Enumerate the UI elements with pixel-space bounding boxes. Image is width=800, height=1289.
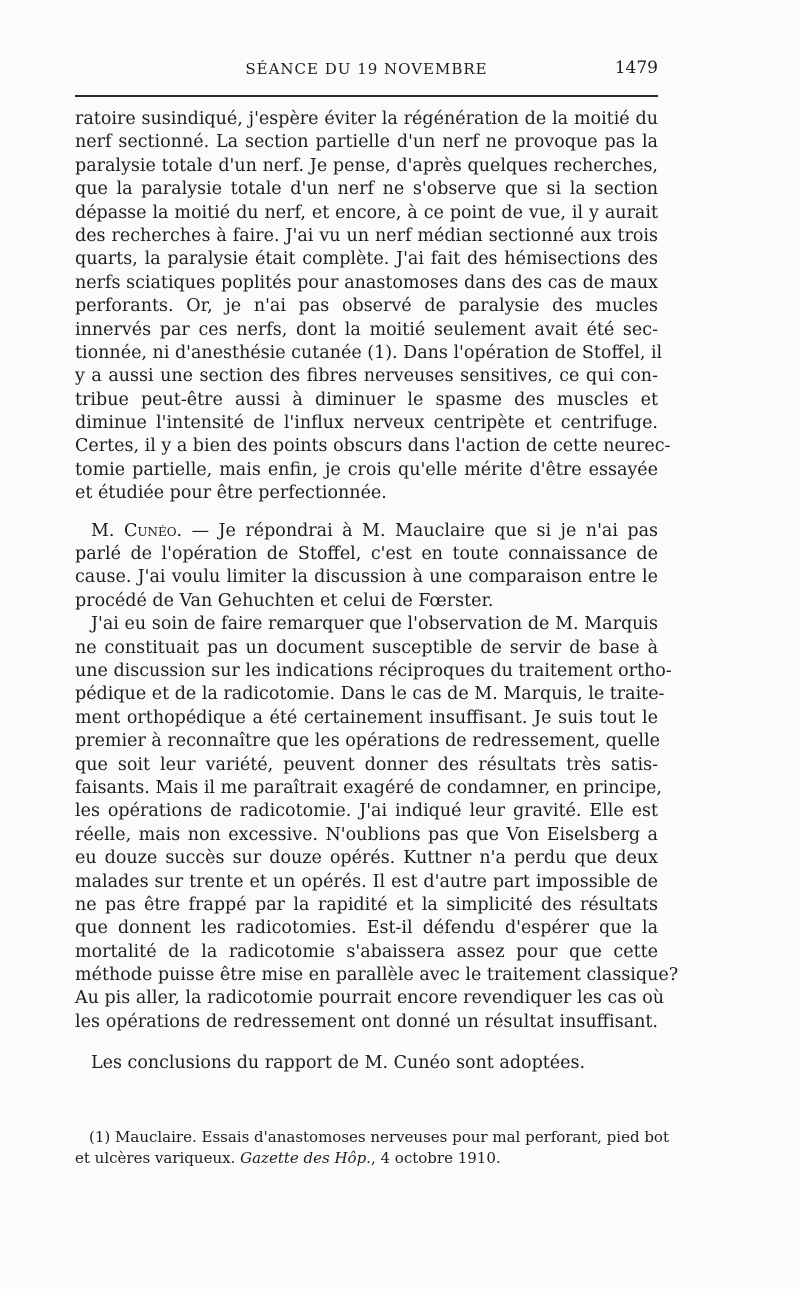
text-line: ratoire susindiqué, j'espère éviter la régénération de la moitié du bbox=[75, 109, 658, 129]
text-line: une discussion sur les indications réciproques du traitement ortho- bbox=[75, 660, 672, 681]
text-line: tionnée, ni d'anesthésie cutanée (1). Dans l'opération de Stoffel, il bbox=[75, 342, 663, 363]
paragraph-2 bbox=[75, 520, 658, 614]
text-line: Au pis aller, la radicotomie pourrait encore revendiquer les cas où bbox=[75, 988, 665, 1009]
text-line: les opérations de radicotomie. J'ai indiqué leur gravité. Elle est bbox=[75, 801, 658, 822]
text-line: les opérations de redressement ont donné un résultat insuffisant. bbox=[75, 1011, 658, 1032]
paragraph-3 bbox=[75, 613, 679, 1034]
text-line bbox=[75, 520, 658, 543]
text-line: J'ai eu soin de faire remarquer que l'observation de M. Marquis bbox=[91, 614, 658, 635]
footnote-text: et ulcères variqueux. bbox=[75, 1149, 241, 1167]
text-line: procédé de Van Gehuchten et celui de Fœrster. bbox=[75, 590, 494, 611]
text-line: réelle, mais non excessive. N'oublions pas que Von Eiselsberg a bbox=[75, 824, 658, 845]
text-line: ne constituait pas un document susceptible de servir de base à bbox=[75, 637, 658, 658]
text-line: des recherches à faire. J'ai vu un nerf médian sectionné aux trois bbox=[75, 225, 658, 246]
text-line: pédique et de la radicotomie. Dans le cas de M. Marquis, le traite- bbox=[75, 684, 665, 705]
text-line: premier à reconnaître que les opérations de redressement, quelle bbox=[75, 731, 660, 752]
footnote-text: , 4 octobre 1910. bbox=[370, 1149, 501, 1167]
text-line: parlé de l'opération de Stoffel, c'est en toute connaissance de bbox=[75, 544, 658, 565]
conclusion: Les conclusions du rapport de M. Cunéo sont adoptées. bbox=[91, 1053, 586, 1074]
body-text bbox=[75, 108, 679, 1076]
text-line: perforants. Or, je n'ai pas observé de paralysie des mucles bbox=[75, 296, 658, 317]
journal-title: Gazette des Hôp. bbox=[240, 1149, 371, 1167]
text-line: y a aussi une section des fibres nerveuses sensitives, ce qui con- bbox=[75, 366, 658, 387]
speaker-name: M. Cunéo. bbox=[91, 520, 183, 541]
text-line: Certes, il y a bien des points obscurs dans l'action de cette neurec- bbox=[75, 436, 671, 457]
text-line: malades sur trente et un opérés. Il est d'autre part impossible de bbox=[75, 871, 658, 892]
header-rule bbox=[75, 95, 658, 97]
text-line: tribue peut-être aussi à diminuer le spasme des muscles et bbox=[75, 389, 658, 410]
text-line: cause. J'ai voulu limiter la discussion à une comparaison entre le bbox=[75, 567, 658, 588]
text-line: que la paralysie totale d'un nerf ne s'observe que si la section bbox=[75, 179, 658, 200]
text-line: ment orthopédique a été certainement insuffisant. Je suis tout le bbox=[75, 707, 658, 728]
footnotes bbox=[75, 1127, 669, 1169]
running-title: SÉANCE DU 19 NOVEMBRE bbox=[245, 60, 488, 78]
text-line: ne pas être frappé par la rapidité et la simplicité des résultats bbox=[75, 894, 658, 915]
text-line: diminue l'intensité de l'influx nerveux centripète et centrifuge. bbox=[75, 413, 658, 434]
text-line: méthode puisse être mise en parallèle avec le traitement classique? bbox=[75, 965, 679, 986]
page-number: 1479 bbox=[614, 58, 658, 78]
text-line: nerf sectionné. La section partielle d'un nerf ne provoque pas la bbox=[75, 132, 658, 153]
text-line: et étudiée pour être perfectionnée. bbox=[75, 483, 387, 504]
text-line: eu douze succès sur douze opérés. Kuttner n'a perdu que deux bbox=[75, 848, 658, 869]
text-line: faisants. Mais il me paraîtrait exagéré de condamner, en principe, bbox=[75, 777, 662, 798]
footnote-line: (1) Mauclaire. Essais d'anastomoses nerveuses pour mal perforant, pied bot bbox=[89, 1128, 669, 1146]
text-line: nerfs sciatiques poplités pour anastomoses dans des cas de maux bbox=[75, 272, 658, 293]
text-line: innervés par ces nerfs, dont la moitié seulement avait été sec- bbox=[75, 319, 658, 340]
text-line: que soit leur variété, peuvent donner des résultats très satis- bbox=[75, 754, 658, 775]
text-line: dépasse la moitié du nerf, et encore, à ce point de vue, il y aurait bbox=[75, 202, 658, 223]
running-head bbox=[75, 56, 658, 84]
text-line: quarts, la paralysie était complète. J'ai fait des hémisections des bbox=[75, 249, 658, 270]
text-line: que donnent les radicotomies. Est-il défendu d'espérer que la bbox=[75, 918, 658, 939]
footnote-line bbox=[75, 1148, 658, 1169]
text-line: tomie partielle, mais enfin, je crois qu'elle mérite d'être essayée bbox=[75, 459, 658, 480]
speaker-text: — Je répondrai à M. Mauclaire que si je n'ai pas bbox=[182, 520, 658, 541]
text-line: paralysie totale d'un nerf. Je pense, d'après quelques recherches, bbox=[75, 155, 658, 176]
paragraph-1 bbox=[75, 108, 671, 506]
text-line: mortalité de la radicotomie s'abaissera assez pour que cette bbox=[75, 941, 658, 962]
